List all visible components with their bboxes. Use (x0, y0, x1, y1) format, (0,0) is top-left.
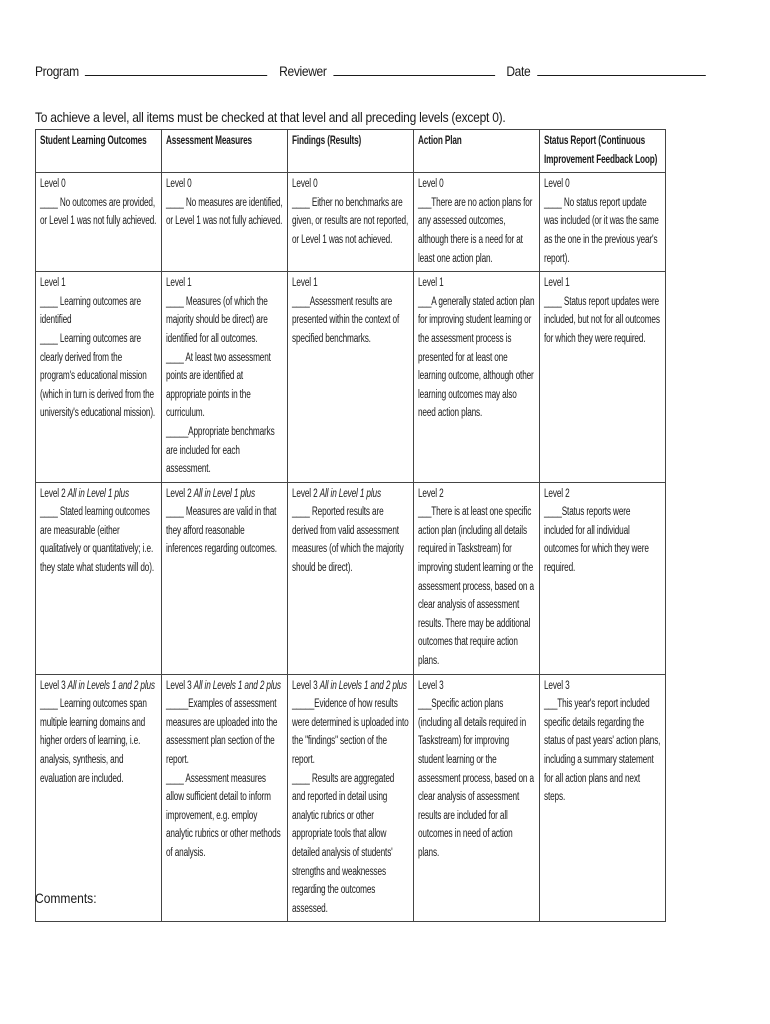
instructions: To achieve a level, all items must be checked at that level and all preceding levels (except 0). (35, 109, 506, 125)
table-row (36, 272, 666, 483)
header-fields (35, 63, 637, 79)
table-cell (162, 674, 288, 922)
date-label: Date (506, 63, 531, 79)
level-heading: Level 2 (418, 487, 444, 500)
column-header: Status Report (Continuous Improvement Feedback Loop) (540, 130, 666, 173)
table-row (36, 173, 666, 272)
criterion-item: _____Evidence of how results were determined is uploaded into the "findings" section of the report. (292, 698, 409, 766)
table-cell (540, 674, 666, 922)
criterion-item: ____Assessment results are presented within the context of specified benchmarks. (292, 295, 400, 345)
table-cell (540, 173, 666, 272)
level-heading: Level 3 All in Levels 1 and 2 plus (166, 679, 281, 692)
column-header: Findings (Results) (288, 130, 414, 173)
criterion-item: ___This year's report included specific details regarding the status of past years' action plans, including a summary statement for all action plans and next steps. (544, 698, 661, 804)
criterion-item: _____Appropriate benchmarks are included for each assessment. (166, 425, 275, 476)
table-cell (414, 482, 540, 674)
level-heading: Level 1 (166, 277, 192, 290)
level-heading: Level 1 (418, 277, 444, 290)
level-heading: Level 0 (544, 178, 570, 191)
level-heading: Level 2 (544, 487, 570, 500)
rubric-body (36, 173, 666, 922)
criterion-item: ____ Reported results are derived from valid assessment measures (of which the majority should be direct). (292, 506, 404, 575)
criterion-item: ____ No measures are identified, or Level 1 was not fully achieved. (166, 196, 283, 228)
level-heading: Level 2 All in Level 1 plus (166, 487, 255, 500)
table-cell (36, 173, 162, 272)
criterion-item: ____ Learning outcomes are identified (40, 295, 141, 327)
level-heading: Level 3 (418, 679, 444, 692)
level-heading: Level 0 (292, 178, 318, 191)
table-cell (162, 482, 288, 674)
reviewer-field[interactable] (333, 63, 495, 76)
criterion-item: ___Specific action plans (including all details required in Taskstream) for improving student learning or the assessment process, based on a clear analysis of assessment results are included for all outcomes in need of action plans. (418, 698, 534, 859)
table-cell (288, 173, 414, 272)
level-heading: Level 1 (40, 277, 66, 290)
criterion-item: ____ Stated learning outcomes are measurable (either qualitatively or quantitatively; i.e. they state what students will do). (40, 506, 154, 575)
level-heading: Level 0 (166, 178, 192, 191)
level-heading: Level 3 All in Levels 1 and 2 plus (292, 679, 407, 692)
level-heading: Level 3 (544, 679, 570, 692)
criterion-item: ____ Status report updates were included, but not for all outcomes for which they were required. (544, 295, 660, 345)
criterion-item: ____ Measures (of which the majority should be direct) are identified for all outcomes. (166, 295, 268, 345)
level-heading: Level 1 (544, 277, 570, 290)
program-label: Program (35, 63, 79, 79)
table-cell (36, 674, 162, 922)
level-heading: Level 1 (292, 277, 318, 290)
table-cell (414, 173, 540, 272)
column-header: Assessment Measures (162, 130, 288, 173)
criterion-item: ____ Assessment measures allow sufficient detail to inform improvement, e.g. employ analytic rubrics or other methods of analysis. (166, 772, 281, 859)
table-cell (288, 674, 414, 922)
criterion-item: ____ Measures are valid in that they afford reasonable inferences regarding outcomes. (166, 506, 277, 556)
criterion-item: ____ Results are aggregated and reported in detail using analytic rubrics or other appropriate tools that allow detailed analysis of students' strengths and weaknesses regarding the outcomes assessed. (292, 772, 395, 915)
table-cell (414, 674, 540, 922)
table-cell (414, 272, 540, 483)
table-cell (162, 272, 288, 483)
criterion-item: ___A generally stated action plan for improving student learning or the assessment process is presented for at least one learning outcome, although other learning outcomes may also need action plans. (418, 295, 535, 420)
reviewer-label: Reviewer (279, 63, 327, 79)
level-heading: Level 2 All in Level 1 plus (292, 487, 381, 500)
level-heading: Level 0 (418, 178, 444, 191)
criterion-item: ____Status reports were included for all individual outcomes for which they were required. (544, 506, 649, 575)
rubric-table (35, 129, 666, 922)
criterion-item: _____Examples of assessment measures are uploaded into the assessment plan section of the report. (166, 698, 278, 766)
program-field[interactable] (85, 63, 267, 76)
date-field[interactable] (537, 63, 706, 76)
criterion-item: ____ Learning outcomes span multiple learning domains and higher orders of learning, i.e. analysis, synthesis, and evaluation are included. (40, 698, 147, 785)
comments-label: Comments: (35, 890, 97, 906)
column-header: Student Learning Outcomes (36, 130, 162, 173)
table-row (36, 674, 666, 922)
table-cell (36, 272, 162, 483)
criterion-item: ___There are no action plans for any assessed outcomes, although there is a need for at least one action plan. (418, 196, 533, 265)
column-header: Action Plan (414, 130, 540, 173)
table-cell (540, 482, 666, 674)
level-heading: Level 3 All in Levels 1 and 2 plus (40, 679, 155, 692)
table-cell (540, 272, 666, 483)
level-heading: Level 2 All in Level 1 plus (40, 487, 129, 500)
table-cell (36, 482, 162, 674)
criterion-item: ____ Learning outcomes are clearly derived from the program's educational mission (which in turn is derived from the university's educational mission). (40, 332, 156, 420)
table-row (36, 482, 666, 674)
criterion-item: ____ No outcomes are provided, or Level 1 was not fully achieved. (40, 196, 157, 228)
criterion-item: ____ Either no benchmarks are given, or results are not reported, or Level 1 was not achieved. (292, 196, 409, 246)
criterion-item: ____ No status report update was included (or it was the same as the one in the previous year's report). (544, 196, 659, 265)
criterion-item: ___There is at least one specific action plan (including all details required in Taskstream) for improving student learning or the assessment process, based on a clear analysis of assessment results. There may be additional outcomes that require action plans. (418, 506, 534, 668)
table-cell (288, 482, 414, 674)
table-header-row (36, 130, 666, 173)
table-cell (162, 173, 288, 272)
criterion-item: ____ At least two assessment points are identified at appropriate points in the curriculum. (166, 351, 271, 420)
table-cell (288, 272, 414, 483)
level-heading: Level 0 (40, 178, 66, 191)
